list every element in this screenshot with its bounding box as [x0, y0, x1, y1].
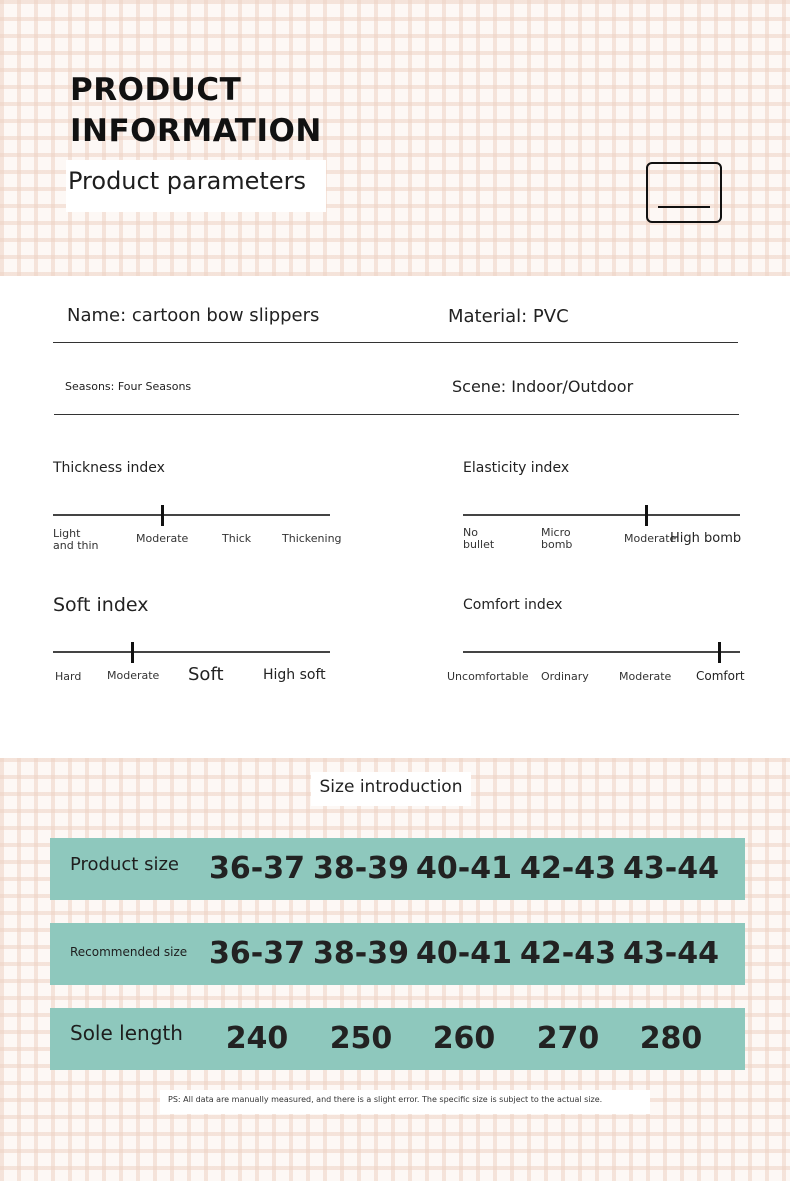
- row-label: Sole length: [70, 1021, 183, 1045]
- elasticity-index-title: Elasticity index: [463, 460, 570, 476]
- table-cell: 250: [329, 1021, 393, 1056]
- table-cell: 260: [432, 1021, 496, 1056]
- thickness-label-4: Thickening: [282, 532, 342, 545]
- table-cell: 40-41: [416, 851, 512, 886]
- table-cell: 36-37: [209, 851, 305, 886]
- thickness-label-1: Light and thin: [53, 527, 99, 552]
- comfort-scale: [463, 651, 740, 653]
- elasticity-marker: [645, 505, 648, 526]
- soft-label-4: High soft: [263, 667, 326, 683]
- thickness-index-title: Thickness index: [53, 460, 165, 476]
- thickness-scale: [53, 514, 330, 516]
- table-cell: 42-43: [520, 851, 616, 886]
- comfort-label-1: Uncomfortable: [447, 670, 529, 683]
- elasticity-label-4: High bomb: [670, 531, 742, 546]
- table-cell: 280: [639, 1021, 703, 1056]
- table-cell: 240: [225, 1021, 289, 1056]
- size-section-title: Size introduction: [311, 772, 471, 806]
- section-subtitle: Product parameters: [66, 160, 326, 212]
- table-cell: 270: [536, 1021, 600, 1056]
- comfort-label-2: Ordinary: [541, 670, 589, 683]
- table-cell: 43-44: [623, 851, 719, 886]
- comfort-index-title: Comfort index: [463, 597, 563, 613]
- table-cell: 40-41: [416, 936, 512, 971]
- measurement-note: PS: All data are manually measured, and there is a slight error. The specific size is subject to the actual size.: [168, 1095, 603, 1104]
- elasticity-label-1: No bullet: [463, 526, 495, 551]
- table-cell: 38-39: [313, 851, 409, 886]
- thickness-label-2: Moderate: [136, 532, 189, 545]
- table-cell: 42-43: [520, 936, 616, 971]
- page-title: [70, 70, 370, 152]
- thickness-marker: [161, 505, 164, 526]
- soft-label-2: Moderate: [107, 669, 160, 682]
- row-label: Recommended size: [70, 945, 188, 959]
- parameters-panel: [0, 276, 790, 758]
- row-label: Product size: [70, 854, 179, 875]
- divider: [54, 414, 739, 415]
- soft-scale: [53, 651, 330, 653]
- table-row: [50, 923, 745, 985]
- title-line-2: INFORMATION: [70, 113, 322, 149]
- table-row: [50, 1008, 745, 1070]
- comfort-label-3: Moderate: [619, 670, 672, 683]
- comfort-label-4: Comfort: [696, 669, 745, 683]
- seasons-field: Seasons: Four Seasons: [65, 380, 192, 393]
- table-cell: 38-39: [313, 936, 409, 971]
- scene-field: Scene: Indoor/Outdoor: [452, 377, 634, 396]
- elasticity-label-2: Micro bomb: [541, 526, 573, 551]
- table-cell: 43-44: [623, 936, 719, 971]
- material-field: Material: PVC: [448, 306, 569, 327]
- table-cell: 36-37: [209, 936, 305, 971]
- divider: [53, 342, 738, 343]
- table-row: [50, 838, 745, 900]
- title-line-1: PRODUCT: [70, 72, 242, 108]
- elasticity-label-3: Moderate: [624, 532, 677, 545]
- soft-marker: [131, 642, 134, 663]
- comfort-marker: [718, 642, 721, 663]
- name-field: Name: cartoon bow slippers: [67, 305, 320, 326]
- shopping-bag-icon: [646, 162, 722, 223]
- soft-index-title: Soft index: [53, 594, 149, 616]
- soft-label-1: Hard: [55, 670, 82, 683]
- thickness-label-3: Thick: [222, 532, 252, 545]
- elasticity-scale: [463, 514, 740, 516]
- soft-label-3: Soft: [188, 664, 224, 685]
